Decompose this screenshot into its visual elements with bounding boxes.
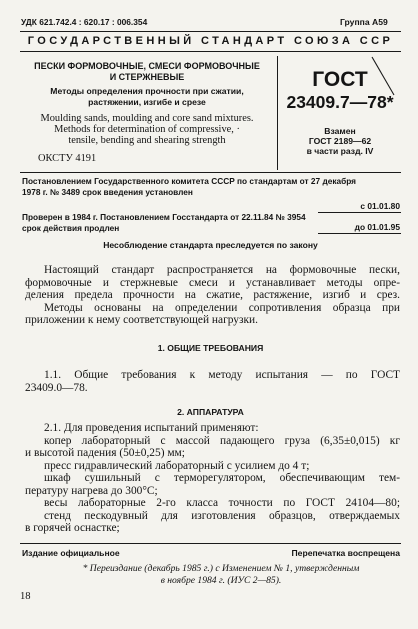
intro-line-3: деления предела прочности на сжатие, растяжение, изгиб и срез. [25,289,400,301]
title-subtitle [22,86,272,107]
title-line-2: И СТЕРЖНЕВЫЕ [109,71,185,82]
section-2-line-9: в горячей оснастке; [25,522,120,534]
footer-rule [20,543,401,544]
section-2-line-6: пературу нагрева до 300°С; [25,484,158,497]
reprint-footnote [36,563,406,586]
review-line-2: срок действия продлен [22,222,120,233]
intro-line-2: формовочные и стержневые смеси и устанавливает методы опре- [25,276,400,289]
official-edition: Издание официальное [22,548,120,558]
section-2-line-8: стенд пескодувный для изготовления образцов, отверждаемых [44,509,400,522]
intro-line-4: Методы основаны на определении сопротивления образца при [44,301,400,314]
header-rule-bottom [20,51,401,52]
replaces-block [281,126,399,157]
udk-code: УДК 621.742.4 : 620.17 : 006.354 [21,17,148,27]
section-2-line-7: весы лабораторные 2-го класса точности по ГОСТ 24104—80; [44,497,400,509]
replaces-scope: в части разд. IV [306,146,374,157]
extended-date: до 01.01.95 [354,222,400,232]
decree-line-2: 1978 г. № 3489 срок введения установлен [22,186,193,197]
extended-date-rule [318,233,401,234]
page-number: 18 [20,591,31,602]
replaces-standard: ГОСТ 2189—62 [308,136,372,147]
title-russian [22,61,272,82]
intro-line-1: Настоящий стандарт распространяется на формовочные пески, [44,264,400,276]
section-2-line-1: 2.1. Для проведения испытаний применяют: [44,422,259,434]
replaces-label: Взамен [324,126,356,136]
title-english [22,113,272,147]
reprint-notice: Перепечатка воспрещена [291,548,400,558]
header-rule-top [20,31,401,32]
section-2-body [25,422,400,535]
decree-block [22,176,402,197]
section-1-body [25,369,400,394]
title-rule-bottom [20,172,401,173]
review-line-1: Проверен в 1984 г. Постановлением Госстандарта от 22.11.84 № 3954 [22,212,306,222]
okstu-code: ОКСТУ 4191 [38,153,97,164]
title-line-1: ПЕСКИ ФОРМОВОЧНЫЕ, СМЕСИ ФОРМОВОЧНЫЕ [34,61,260,71]
effective-date: с 01.01.80 [360,201,400,211]
decree-line-1: Постановлением Государственного комитета СССР по стандартам от 27 декабря [22,176,357,186]
subtitle-line-1: Методы определения прочности при сжатии, [50,86,244,96]
gost-label: ГОСТ [312,68,368,91]
classification-group: Группа А59 [340,17,388,27]
title-divider [277,56,278,170]
english-line-3: tensile, bending and shearing strength [68,135,226,147]
section-1-heading: 1. ОБЩИЕ ТРЕБОВАНИЯ [157,343,264,353]
standard-banner: ГОСУДАРСТВЕННЫЙ СТАНДАРТ СОЮЗА ССР [27,35,394,47]
section-2-line-4: пресс гидравлический лабораторный с усилием до 4 т; [44,459,310,472]
subtitle-line-2: растяжении, изгибе и срезе [88,96,206,107]
section-2-line-5: шкаф сушильный с терморегулятором, обеспечивающим тем- [44,472,400,484]
english-line-2: Methods for determination of compressive, · [54,124,240,136]
section-1-line-2: 23409.0—78. [25,381,88,394]
intro-line-5: приложении к нему соответствующей нагрузки. [25,314,258,326]
intro-paragraph [25,264,400,327]
section-2-line-3: и высотой падения (50±0,25) мм; [25,447,185,459]
section-1-line-1: 1.1. Общие требования к методу испытания — по ГОСТ [44,369,400,381]
section-2-line-2: копер лабораторный с массой падающего груза (6,35±0,015) кг [44,434,400,447]
english-line-1: Moulding sands, moulding and core sand mixtures. [40,113,254,124]
footnote-line-2: в ноябре 1984 г. (ИУС 2—85). [160,574,282,586]
footnote-line-1: * Переиздание (декабрь 1985 г.) с Изменением № 1, утвержденным [82,563,360,574]
section-2-heading: 2. АППАРАТУРА [177,407,244,417]
legal-warning: Несоблюдение стандарта преследуется по закону [103,240,318,250]
gost-number: 23409.7—78* [286,92,394,112]
